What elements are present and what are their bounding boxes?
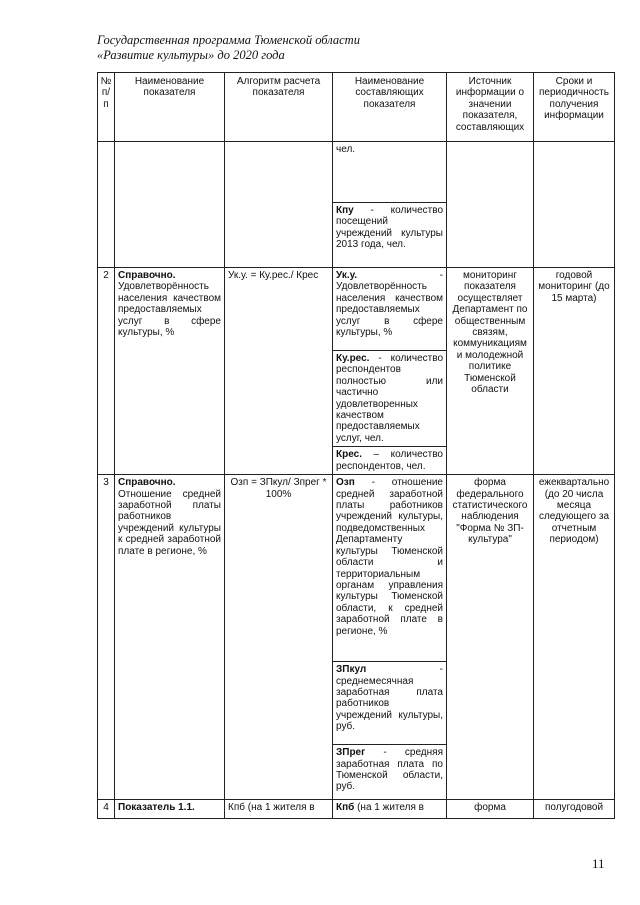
header-line-1: Государственная программа Тюменской области <box>97 33 360 47</box>
cell-component <box>333 475 447 662</box>
document-header <box>97 33 360 63</box>
cell-component <box>333 662 447 745</box>
cell-number <box>98 142 115 268</box>
cell-indicator-name <box>115 475 225 800</box>
table-row <box>98 268 615 351</box>
indicator-term: Справочно. <box>118 477 176 489</box>
cell-indicator-name <box>115 142 225 268</box>
table-row <box>98 475 615 662</box>
cell-source: форма федерального статистического наблюдения "Форма № ЗП-культура" <box>447 475 534 800</box>
component-text: - среднемесячная заработная плата работников учреждений культуры, руб. <box>336 664 443 733</box>
page-number: 11 <box>592 856 605 871</box>
component-term: ЗПкул <box>336 664 367 676</box>
component-text: – количество респондентов, чел. <box>336 449 443 472</box>
cell-component: чел. <box>333 142 447 203</box>
cell-number: 4 <box>98 800 115 819</box>
table-row <box>98 142 615 203</box>
cell-period <box>534 142 615 268</box>
cell-component <box>333 800 447 819</box>
cell-source: мониторинг показателя осуществляет Департамент по общественным связям, коммуникациям и молодежной политике Тюменской области <box>447 268 534 475</box>
col-header-number: № п/п <box>98 73 115 142</box>
component-term: ЗПрег <box>336 747 366 759</box>
cell-source <box>447 142 534 268</box>
cell-algorithm: Озп = ЗПкул/ Зпрег * 100% <box>225 475 333 800</box>
cell-component <box>333 268 447 351</box>
cell-algorithm: Ук.у. = Ку.рес./ Крес <box>225 268 333 475</box>
cell-component <box>333 447 447 475</box>
component-text: - средняя заработная плата по Тюменской области, руб. <box>336 747 443 793</box>
col-header-algorithm: Алгоритм расчета показателя <box>225 73 333 142</box>
cell-indicator-name <box>115 268 225 475</box>
cell-period: годовой мониторинг (до 15 марта) <box>534 268 615 475</box>
component-text: - отношение средней заработной платы работников учреждений культуры, подведомственных Департаменту культуры Тюменской области и территориальным органам управления культуры Тюменской области, к средней заработной плате в регионе, % <box>336 477 443 637</box>
indicator-term: Показатель 1.1. <box>118 802 195 814</box>
component-text: - Удовлетворённость населения качеством предоставляемых услуг в сфере культуры, % <box>336 270 443 339</box>
indicator-term: Справочно. <box>118 270 176 281</box>
indicator-text: Отношение средней заработной платы работников учреждений культуры к средней заработной плате в регионе, % <box>118 488 221 557</box>
cell-number: 2 <box>98 268 115 475</box>
cell-component <box>333 745 447 800</box>
col-header-indicator-name: Наименование показателя <box>115 73 225 142</box>
table-row <box>98 800 615 819</box>
table-header-row <box>98 73 615 142</box>
col-header-period: Сроки и периодичность получения информации <box>534 73 615 142</box>
component-text: - количество респондентов полностью или частично удовлетворенных качеством предоставляемых услуг, чел. <box>336 353 443 444</box>
indicators-table <box>97 72 615 819</box>
header-line-2: «Развитие культуры» до 2020 года <box>97 48 285 62</box>
component-term: Крес. <box>336 449 362 461</box>
indicator-text: Удовлетворённость населения качеством предоставляемых услуг в сфере культуры, % <box>118 281 221 339</box>
component-term: Озп <box>336 477 355 489</box>
component-term: Ку.рес. <box>336 353 370 364</box>
cell-number: 3 <box>98 475 115 800</box>
cell-algorithm: Кпб (на 1 жителя в <box>225 800 333 819</box>
cell-indicator-name <box>115 800 225 819</box>
cell-source: форма <box>447 800 534 819</box>
cell-component <box>333 351 447 447</box>
col-header-components: Наименование составляющих показателя <box>333 73 447 142</box>
cell-component <box>333 203 447 268</box>
component-text: - количество посещений учреждений культуры 2013 года, чел. <box>336 205 443 251</box>
cell-algorithm <box>225 142 333 268</box>
component-text: (на 1 жителя в <box>354 802 424 814</box>
component-term: Ук.у. <box>336 270 358 281</box>
cell-period: полугодовой <box>534 800 615 819</box>
component-term: Кпу <box>336 205 354 216</box>
cell-period: ежеквартально (до 20 числа месяца следующего за отчетным периодом) <box>534 475 615 800</box>
col-header-source: Источник информации о значении показателя, составляющих <box>447 73 534 142</box>
component-term: Кпб <box>336 802 355 814</box>
